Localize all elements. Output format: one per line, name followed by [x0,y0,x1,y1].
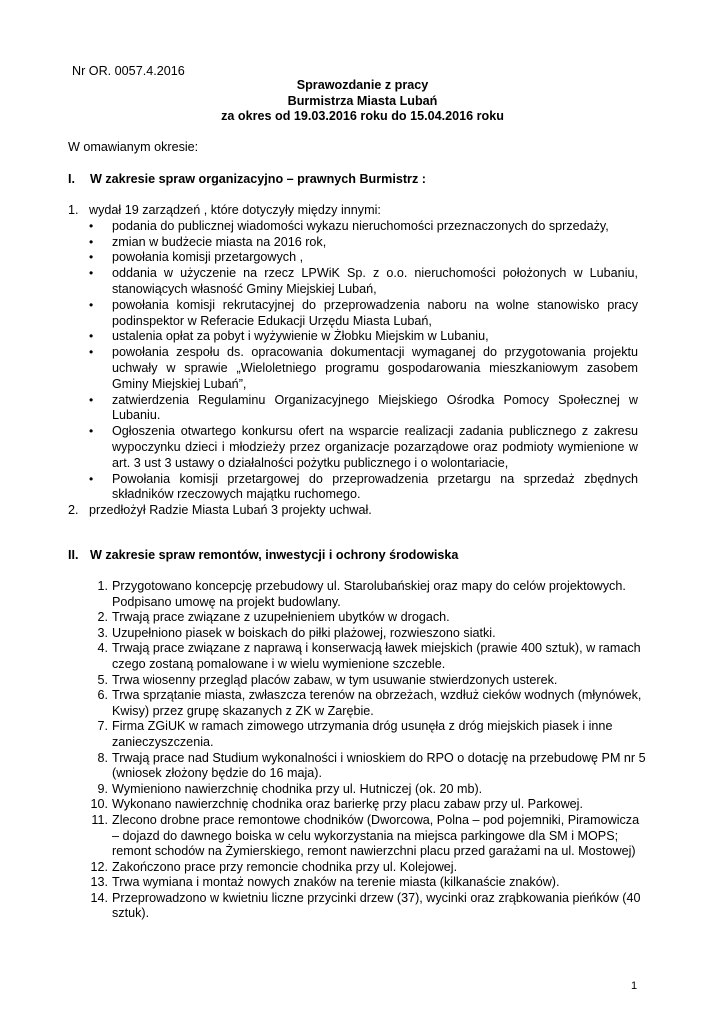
page-number: 1 [631,980,638,992]
list-item [88,797,648,813]
bullet-text: powołania komisji rekrutacyjnej do przeprowadzenia naboru na wolne stanowisko pracy podinspektor w Referacie Edukacji Urzędu Miasta Lubań, [112,297,638,328]
item-number: 2. [68,503,79,518]
list-item [88,875,648,891]
bullet-item [68,250,638,266]
item-number: 1. [97,579,108,593]
bullet-icon: • [89,392,94,407]
item-text: Trwają prace nad Studium wykonalności i wnioskiem do RPO o dotację na przebudowę PM nr 5 (wniosek złożony będzie do 16 maja). [112,750,646,781]
document-title [60,78,665,125]
bullet-text: Powołania komisji przetargowej do przeprowadzenia przetargu na sprzedaż zbędnych składników rzeczowych majątku ruchomego. [112,471,638,502]
section-number: II. [68,548,79,562]
bullet-icon: • [89,297,94,312]
bullet-text: zatwierdzenia Regulaminu Organizacyjnego Miejskiego Ośrodka Pomocy Społecznej w Lubaniu. [112,392,638,423]
item-text: Przeprowadzono w kwietniu liczne przycinki drzew (37), wycinki oraz zrąbkowania pieńków (40 sztuk). [112,890,641,921]
bullet-item [68,472,638,504]
section-2-heading [68,548,458,563]
item-number: 7. [97,719,108,734]
bullet-icon: • [89,234,94,249]
item-text: Trwa wiosenny przegląd placów zabaw, w tym usuwanie stwierdzonych usterek. [112,672,558,687]
item-text: przedłożył Radzie Miasta Lubań 3 projekty uchwał. [89,503,372,518]
item-text: Wykonano nawierzchnię chodnika oraz barierkę przy placu zabaw przy ul. Parkowej. [112,797,583,812]
item-text: Wymieniono nawierzchnię chodnika przy ul. Hutniczej (ok. 20 mb). [112,781,483,796]
bullet-icon: • [89,471,94,486]
list-item [88,641,648,672]
bullet-text: powołania zespołu ds. opracowania dokumentacji wymaganej do przygotowania projektu uchwały w sprawie „Wieloletniego programu gospodarowania mieszkaniowym zasobem Gminy Miejskiej Lubań”, [112,345,638,391]
bullet-text: powołania komisji przetargowych , [112,250,304,265]
section-2-list [88,579,648,922]
item-number: 9. [97,781,108,796]
bullet-text: zmian w budżecie miasta na 2016 rok, [112,234,327,249]
list-item [68,203,638,219]
intro-text: W omawianym okresie: [68,140,199,154]
item-text: Zlecono drobne prace remontowe chodników (Dworcowa, Polna – pod pojemniki, Piramowicza – dojazd do dawnego boiska w celu wykorzystania na miejsca parkingowe dla SM i MOPS; remont schodów na Żymierskiego, remont nawierzchni placu przed garażami na ul. Mostowej) [112,812,640,859]
item-number: 13. [90,875,108,890]
item-text: Trwają prace związane z naprawą i konserwacją ławek miejskich (prawie 400 sztuk), w ramach czego zostaną pomalowane i w wielu wymienione szczeble. [112,641,641,671]
item-number: 4. [97,641,108,656]
list-item [88,782,648,798]
bullet-text: ustalenia opłat za pobyt i wyżywienie w Żłobku Miejskim w Lubaniu, [112,329,489,344]
bullet-icon: • [89,266,94,281]
item-number: 12. [90,859,108,874]
list-item [88,860,648,876]
bullet-icon: • [89,329,94,344]
item-number: 11. [91,812,108,827]
bullet-icon: • [89,345,94,360]
bullet-icon: • [89,250,94,265]
list-item [88,688,648,719]
section-title: W zakresie spraw organizacyjno – prawnych Burmistrz : [90,172,426,186]
bullet-item [68,424,638,471]
bullet-item [68,345,638,392]
bullet-text: podania do publicznej wiadomości wykazu nieruchomości przeznaczonych do sprzedaży, [112,218,609,233]
bullet-item [68,235,638,251]
title-line: Burmistrza Miasta Lubań [287,93,438,108]
item-text: Firma ZGiUK w ramach zimowego utrzymania dróg usunęła z dróg miejskich piasek i inne zanieczyszczenia. [112,719,613,749]
item-text: Trwa sprzątanie miasta, zwłaszcza terenów na obrzeżach, wzdłuż cieków wodnych (młynówek, Kwisy) przez grupę skazanych z ZK w Zarębie. [112,688,642,718]
item-number: 8. [97,750,108,765]
item-number: 10. [90,797,108,812]
item-text: Trwają prace związane z uzupełnieniem ubytków w drogach. [112,610,450,625]
item-number: 14. [90,890,108,905]
title-line: za okres od 19.03.2016 roku do 15.04.2016 roku [221,109,504,123]
item-number: 3. [97,625,108,640]
bullet-list [68,219,638,503]
list-item [88,610,648,626]
item-number: 5. [97,672,108,687]
bullet-item [68,266,638,298]
bullet-item [68,219,638,235]
bullet-text: oddania w użyczenie na rzecz LPWiK Sp. z o.o. nieruchomości położonych w Lubaniu, stanowiących własność Gminy Miejskiej Lubań, [112,266,638,296]
list-item [88,579,648,610]
list-item [68,503,638,519]
item-text: Uzupełniono piasek w boiskach do piłki plażowej, rozwieszono siatki. [112,625,496,640]
bullet-icon: • [89,218,94,233]
section-1-list [68,203,638,519]
bullet-item [68,393,638,425]
bullet-text: Ogłoszenia otwartego konkursu ofert na wsparcie realizacji zadania publicznego z zakresu wypoczynku dzieci i młodzieży przez organizacje pozarządowe oraz podmioty wymienione w art. 3 ust 3 ustawy o działalności pożytku publicznego i o wolontariacie, [112,424,638,470]
item-text: Zakończono prace przy remoncie chodnika przy ul. Kolejowej. [112,859,458,874]
title-line: Sprawozdanie z pracy [296,78,429,92]
list-item [88,673,648,689]
section-title: W zakresie spraw remontów, inwestycji i ochrony środowiska [90,548,459,562]
item-number: 1. [68,203,79,217]
bullet-item [68,298,638,330]
document-number: Nr OR. 0057.4.2016 [72,64,185,78]
section-1-heading [68,172,426,187]
item-text: wydał 19 zarządzeń , które dotyczyły między innymi: [89,203,381,217]
list-item [88,719,648,750]
list-item [88,813,648,860]
item-number: 6. [97,688,108,703]
bullet-icon: • [89,424,94,439]
list-item [88,751,648,782]
list-item [88,626,648,642]
item-text: Trwa wymiana i montaż nowych znaków na terenie miasta (kilkanaście znaków). [112,875,560,890]
list-item [88,891,648,922]
section-number: I. [68,172,75,186]
bullet-item [68,329,638,345]
item-text: Przygotowano koncepcję przebudowy ul. Starolubańskiej oraz mapy do celów projektowych. Podpisano umowę na projekt budowlany. [112,579,626,609]
item-number: 2. [97,610,108,625]
